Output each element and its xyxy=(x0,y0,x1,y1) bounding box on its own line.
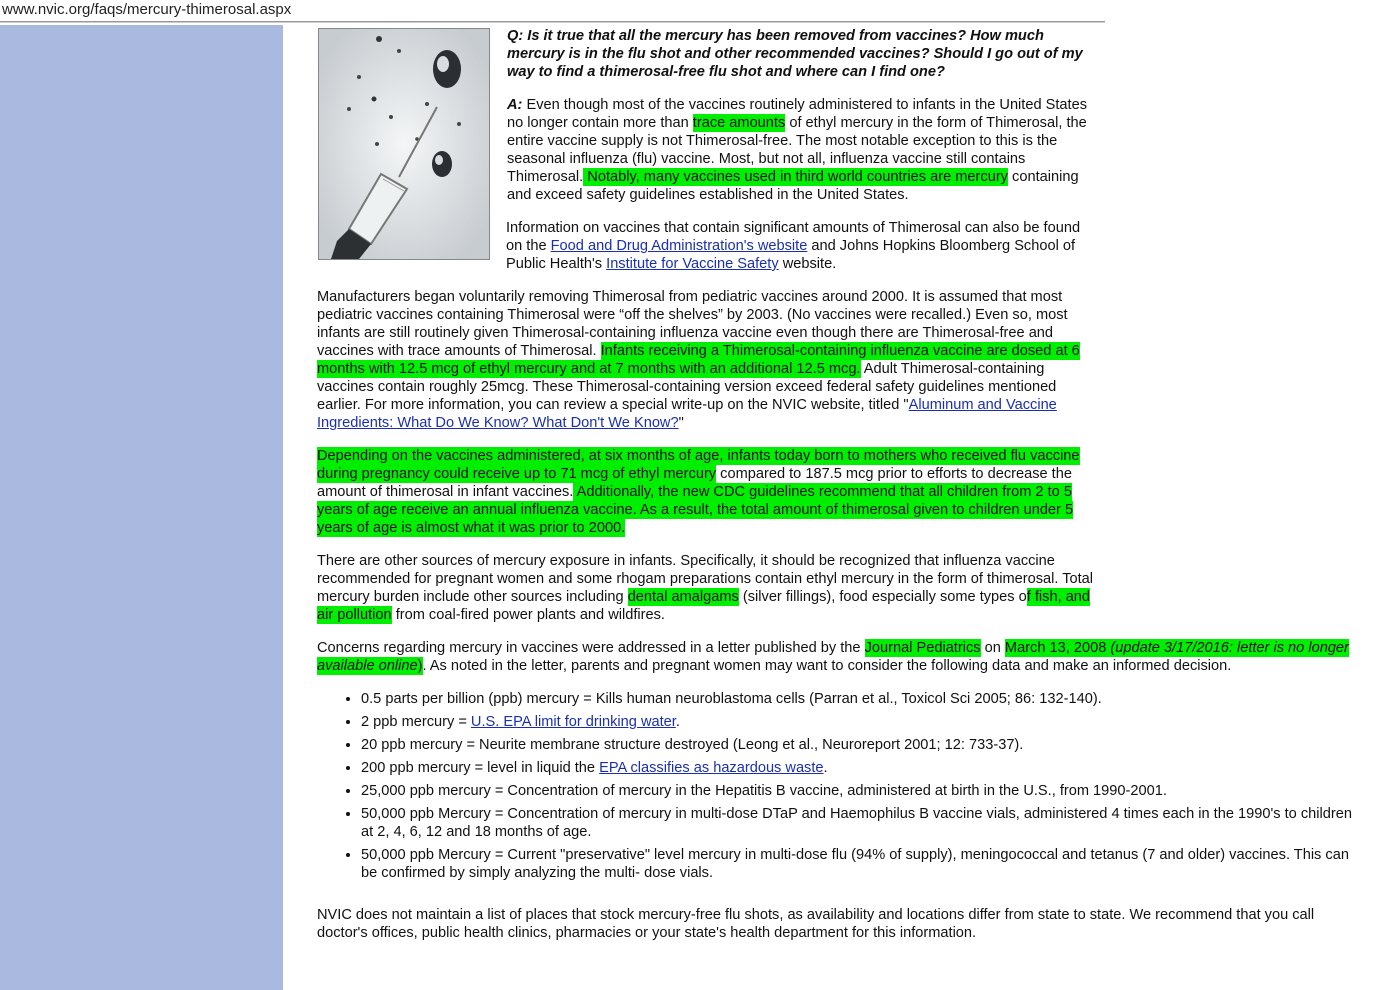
concerns-text-1: Concerns regarding mercury in vaccines were addressed in a letter published by the xyxy=(317,640,865,656)
list-item-text: 0.5 parts per billion (ppb) mercury = Kills human neuroblastoma cells (Parran et al., Toxicol Sci 2005; 86: 132-140). xyxy=(361,691,1102,707)
list-item xyxy=(361,690,1356,708)
faq-question: Q: Is it true that all the mercury has been removed from vaccines? How much mercury is in the flu shot and other recommended vaccines? Should I go out of my way to find a thimerosal-free flu shot and where can I find one? xyxy=(507,28,1083,80)
answer-prefix: A: xyxy=(507,97,523,113)
address-bar[interactable] xyxy=(0,0,1104,22)
list-item-after: . xyxy=(823,760,828,776)
highlight-fish-air-pollution: f fish, and air pollution xyxy=(317,589,1091,623)
mercury-levels-list xyxy=(317,690,1356,882)
list-item-text: 20 ppb mercury = Neurite membrane structure destroyed (Leong et al., Neuroreport 2001; 12: 733-37). xyxy=(361,737,1024,753)
list-item xyxy=(361,759,1356,777)
list-item-after: . xyxy=(675,714,680,730)
list-item xyxy=(361,782,1356,800)
manufacturers-text-1: Manufacturers began voluntarily removing Thimerosal from pediatric vaccines around 2000. It is assumed that most pediatric vaccines containing Thimerosal were “off the shelves” by 2003. (No vaccines were recalled.) Even so, most infants are still routinely given Thimerosal-containing influenza vaccine even though there are Thimerosal-free and vaccines with trace amounts of Thimerosal. xyxy=(317,289,1068,359)
depending-text-1: compared to 187.5 mcg prior to efforts to decrease the amount of thimerosal in infant vaccines. xyxy=(317,466,1072,500)
info-text-3: website. xyxy=(778,256,837,272)
highlight-update-note: (update 3/17/2016: letter is no longer available online xyxy=(317,640,1349,674)
sources-paragraph xyxy=(317,552,1097,624)
faq-answer xyxy=(507,96,1097,204)
list-item-text: 50,000 ppb Mercury = Concentration of mercury in multi-dose DTaP and Haemophilus B vaccine vials, administered 4 times each in the 1990's to children at 2, 4, 6, 12 and 18 months of age. xyxy=(361,806,1352,840)
highlight-close-paren: ) xyxy=(417,658,423,674)
highlight-trace-amounts: trace amounts xyxy=(692,115,786,131)
list-item xyxy=(361,736,1356,754)
answer-text-3: containing and exceed safety guidelines established in the United States. xyxy=(507,169,1079,203)
list-item xyxy=(361,805,1356,841)
list-item-text: 2 ppb mercury = xyxy=(361,714,471,730)
manufacturers-paragraph xyxy=(317,288,1097,432)
highlight-infant-dosing: Infants receiving a Thimerosal-containing influenza vaccine are dosed at 6 months with 12.5 mcg of ethyl mercury and at 7 months with an additional 12.5 mcg. xyxy=(317,343,1080,377)
highlight-third-world: Notably, many vaccines used in third world countries are mercury xyxy=(583,169,1008,185)
sources-text-1: There are other sources of mercury exposure in infants. Specifically, it should be recognized that influenza vaccine recommended for pregnant women and some rhogam preparations contain ethyl mercury in the form of thimerosal. Total mercury burden include other sources including xyxy=(317,553,1094,605)
syringe-illustration xyxy=(319,29,489,259)
answer-text-2: of ethyl mercury in the form of Thimerosal, the entire vaccine supply is not Thimerosal-free. The most notable exception to this is the seasonal influenza (flu) vaccine. Most, but not all, influenza vaccine still contains Thimerosal. xyxy=(507,115,1087,185)
address-bar-divider xyxy=(0,21,1105,23)
highlight-cdc-guidelines: Additionally, the new CDC guidelines recommend that all children from 2 to 5 years of age receive an annual influenza vaccine. As a result, the total amount of thimerosal given to children under 5 years of age is almost what it was prior to 2000. xyxy=(317,484,1074,536)
sources-text-3: from coal-fired power plants and wildfires. xyxy=(391,607,665,623)
closing-paragraph xyxy=(317,906,1347,942)
sources-text-2: (silver fillings), food especially some types o xyxy=(738,589,1027,605)
depending-paragraph xyxy=(317,447,1097,537)
vaccine-safety-link[interactable]: Institute for Vaccine Safety xyxy=(606,256,779,272)
highlight-march-date: March 13, 2008 xyxy=(1004,640,1111,656)
list-item-text: 25,000 ppb mercury = Concentration of mercury in the Hepatitis B vaccine, administered at birth in the U.S., from 1990-2001. xyxy=(361,783,1167,799)
manufacturers-text-2: Adult Thimerosal-containing vaccines contain roughly 25mcg. These Thimerosal-containing version exceed federal safety guidelines mentioned earlier. For more information, you can review a special write-up on the NVIC website, titled " xyxy=(317,361,1057,413)
fda-website-link[interactable]: Food and Drug Administration's website xyxy=(550,238,808,254)
highlight-dental-amalgams: dental amalgams xyxy=(627,589,739,605)
url-text: www.nvic.org/faqs/mercury-thimerosal.aspx xyxy=(2,1,292,18)
left-sidebar xyxy=(0,25,283,990)
list-item-link[interactable]: U.S. EPA limit for drinking water xyxy=(470,714,676,730)
answer-text-1: Even though most of the vaccines routinely administered to infants in the United States no longer contain more than xyxy=(507,97,1088,131)
concerns-text-3: . As noted in the letter, parents and pregnant women may want to consider the following data and make an informed decision. xyxy=(422,658,1232,674)
manufacturers-text-3: " xyxy=(678,415,684,431)
list-item-text: 200 ppb mercury = level in liquid the xyxy=(361,760,600,776)
info-text-2: and Johns Hopkins Bloomberg School of Public Health's xyxy=(506,238,1076,272)
concerns-text-2: on xyxy=(980,640,1005,656)
article-content xyxy=(317,27,1357,957)
syringe-photo xyxy=(318,28,490,260)
list-item-link[interactable]: EPA classifies as hazardous waste xyxy=(599,760,824,776)
highlight-journal-pediatrics: Journal Pediatrics xyxy=(864,640,981,656)
list-item xyxy=(361,846,1356,882)
list-item xyxy=(361,713,1356,731)
aluminum-ingredients-link[interactable]: Aluminum and Vaccine Ingredients: What Do We Know? What Don't We Know? xyxy=(317,397,1057,431)
list-item-text: 50,000 ppb Mercury = Current "preservative" level mercury in multi-dose flu (94% of supply), meningococcal and tetanus (7 and older) vaccines. This can be confirmed by simply analyzing the multi- dose vials. xyxy=(361,847,1349,881)
concerns-paragraph xyxy=(317,639,1352,675)
info-text-1: Information on vaccines that contain significant amounts of Thimerosal can also be found on the xyxy=(506,220,1081,254)
highlight-71-mcg: Depending on the vaccines administered, at six months of age, infants today born to mothers who received flu vaccine during pregnancy could receive up to 71 mcg of ethyl mercury xyxy=(317,448,1080,482)
closing-text: NVIC does not maintain a list of places that stock mercury-free flu shots, as availability and locations differ from state to state. We recommend that you call doctor's offices, public health clinics, pharmacies or your state's health department for this information. xyxy=(317,907,1315,941)
